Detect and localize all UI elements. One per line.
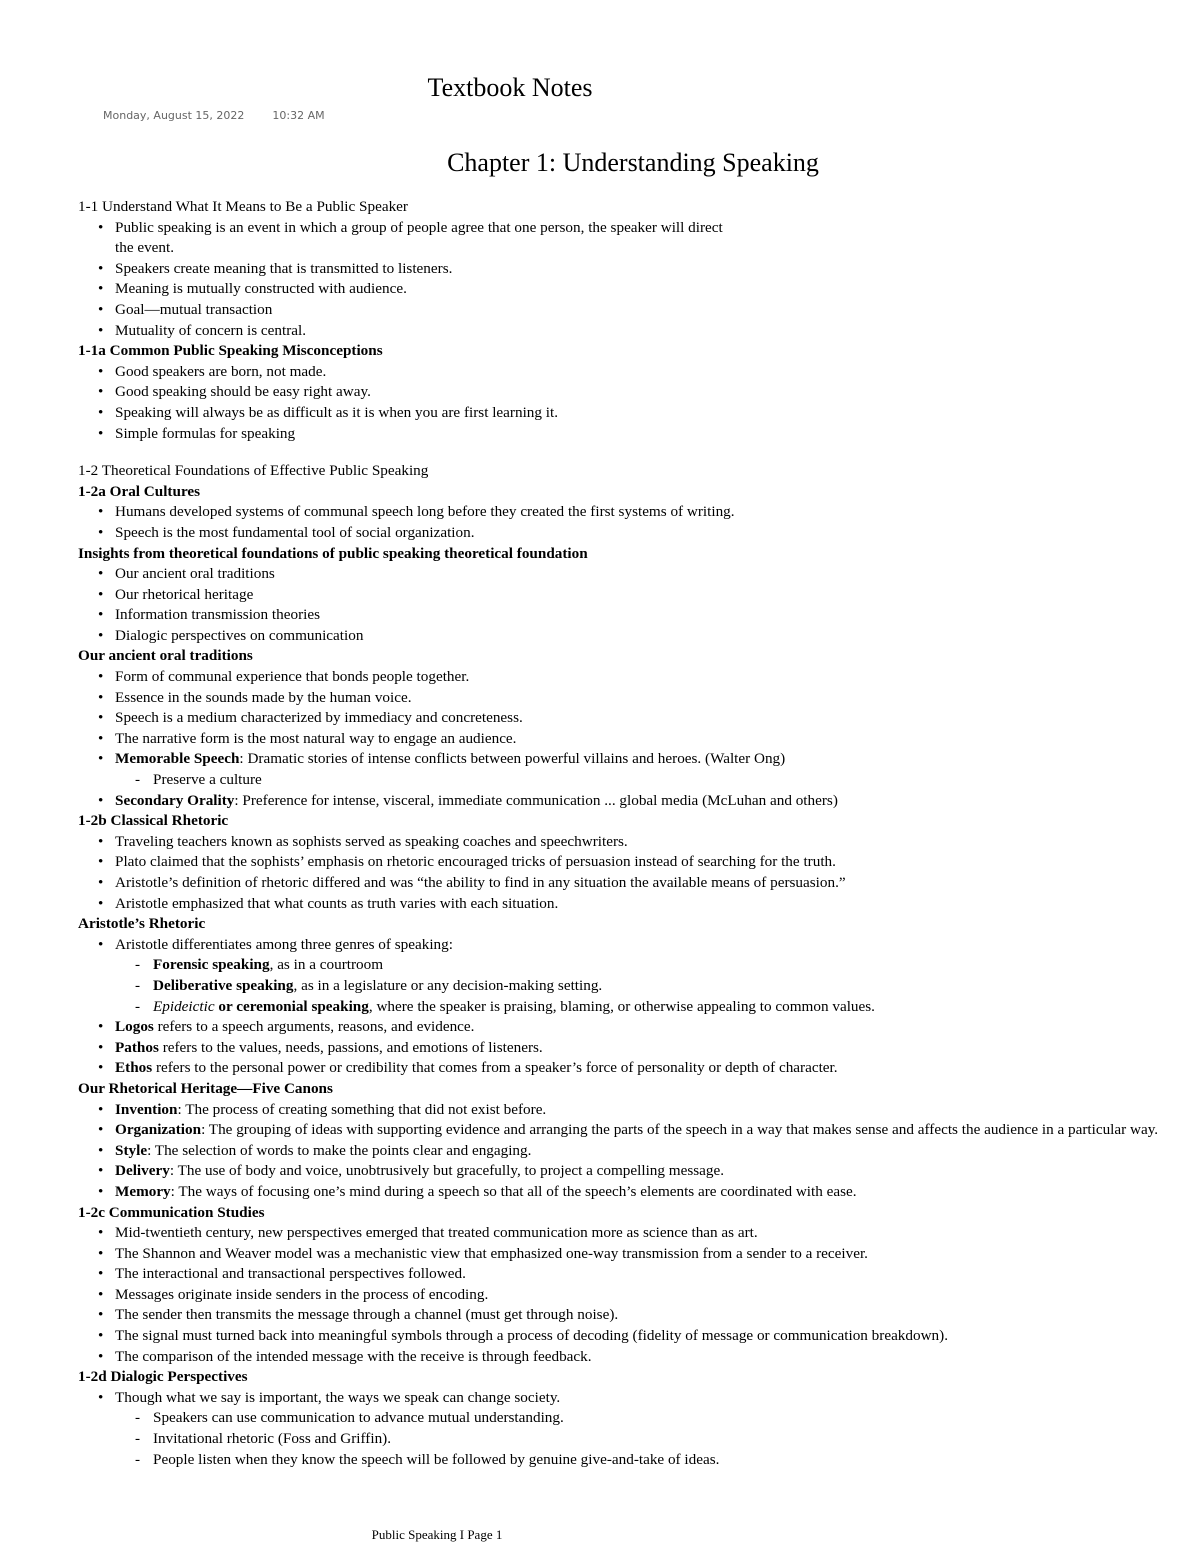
term: Memorable Speech bbox=[115, 750, 240, 768]
list-item: • Form of communal experience that bonds people together. bbox=[78, 667, 1188, 688]
page-title: Textbook Notes bbox=[427, 73, 593, 102]
section-heading-1-2: 1-2 Theoretical Foundations of Effective Public Speaking bbox=[78, 462, 429, 480]
list-item-continuation: the event. bbox=[115, 239, 175, 257]
list-item: • Aristotle emphasized that what counts as truth varies with each situation. bbox=[78, 894, 1188, 915]
sub-list-item: - Deliberative speaking, as in a legislature or any decision-making setting. bbox=[115, 976, 1188, 997]
list-item: • Memory: The ways of focusing one’s mind during a speech so that all of the speech’s elements are coordinated with ease. bbox=[78, 1182, 1188, 1203]
list-item: • Aristotle differentiates among three genres of speaking: - Forensic speaking, as in a courtroom - Deliberative speaking, as in a legislature or any decision-making setting. - Epideictic or ceremonial speaking, where the speaker is praising, blaming, or otherwise appealing to common values. bbox=[78, 935, 1188, 1017]
list-item: • Invention: The process of creating something that did not exist before. bbox=[78, 1100, 1188, 1121]
list-item: • The comparison of the intended message with the receive is through feedback. bbox=[78, 1347, 1188, 1368]
section-heading-1-2c: 1-2c Communication Studies bbox=[78, 1203, 265, 1221]
list-item: • Organization: The grouping of ideas with supporting evidence and arranging the parts of the speech in a way that makes sense and affects the audience in a particular way. bbox=[78, 1120, 1188, 1141]
bullet-list bbox=[78, 1388, 1188, 1470]
sub-list-item: - People listen when they know the speech will be followed by genuine give-and-take of ideas. bbox=[115, 1450, 1188, 1471]
bullet-list bbox=[78, 832, 1188, 914]
bullet-list bbox=[78, 935, 1188, 1079]
list-item: • Essence in the sounds made by the human voice. bbox=[78, 688, 1188, 709]
section-heading-1-1a: 1-1a Common Public Speaking Misconceptions bbox=[78, 342, 383, 360]
section-heading-1-2b: 1-2b Classical Rhetoric bbox=[78, 812, 229, 830]
sub-list-item: - Epideictic or ceremonial speaking, where the speaker is praising, blaming, or otherwise appealing to common values. bbox=[115, 997, 1188, 1018]
bullet-list bbox=[78, 218, 1188, 342]
sub-list-item: - Preserve a culture bbox=[115, 770, 1188, 791]
page-footer: Public Speaking I Page 1 bbox=[371, 1527, 503, 1542]
section-heading-1-1: 1-1 Understand What It Means to Be a Public Speaker bbox=[78, 198, 408, 215]
list-item: • Information transmission theories bbox=[78, 605, 1188, 626]
bullet-list bbox=[78, 502, 1188, 543]
section-heading-1-2a: 1-2a Oral Cultures bbox=[78, 482, 201, 500]
list-item: • The sender then transmits the message through a channel (must get through noise). bbox=[78, 1305, 1188, 1326]
list-item: • Ethos refers to the personal power or credibility that comes from a speaker’s force of personality or depth of character. bbox=[78, 1058, 1188, 1079]
sub-list-item: - Invitational rhetoric (Foss and Griffin). bbox=[115, 1429, 1188, 1450]
list-item: • Public speaking is an event in which a group of people agree that one person, the speaker will direct bbox=[78, 218, 1188, 239]
term: Secondary Orality bbox=[115, 791, 235, 809]
list-item: • Memorable Speech: Dramatic stories of intense conflicts between powerful villains and heroes. (Walter Ong) - Preserve a culture bbox=[78, 749, 1188, 790]
list-item: • Speech is a medium characterized by immediacy and concreteness. bbox=[78, 708, 1188, 729]
bullet-list bbox=[78, 1223, 1188, 1367]
spacer bbox=[78, 444, 1188, 461]
list-item: • Goal—mutual transaction bbox=[78, 300, 1188, 321]
chapter-title: Chapter 1: Understanding Speaking bbox=[447, 148, 819, 177]
sub-list-item: - Speakers can use communication to advance mutual understanding. bbox=[115, 1408, 1188, 1429]
list-item: • Mid-twentieth century, new perspectives emerged that treated communication more as science than as art. bbox=[78, 1223, 1188, 1244]
canons-heading: Our Rhetorical Heritage—Five Canons bbox=[78, 1079, 333, 1097]
aristotle-heading: Aristotle’s Rhetoric bbox=[78, 915, 206, 933]
bullet-list bbox=[78, 564, 1188, 646]
list-item: • Humans developed systems of communal speech long before they created the first systems of writing. bbox=[78, 502, 1188, 523]
sub-list bbox=[115, 770, 1188, 791]
notes-body bbox=[78, 197, 1188, 1470]
list-item: • The Shannon and Weaver model was a mechanistic view that emphasized one-way transmission from a sender to a receiver. bbox=[78, 1244, 1188, 1265]
insights-heading: Insights from theoretical foundations of public speaking theoretical foundation bbox=[78, 544, 588, 562]
list-item: • Messages originate inside senders in the process of encoding. bbox=[78, 1285, 1188, 1306]
list-item: • Aristotle’s definition of rhetoric differed and was “the ability to find in any situation the available means of persuasion.” bbox=[78, 873, 1188, 894]
list-item: • Traveling teachers known as sophists served as speaking coaches and speechwriters. bbox=[78, 832, 1188, 853]
date-line bbox=[103, 109, 325, 122]
list-item: • The narrative form is the most natural way to engage an audience. bbox=[78, 729, 1188, 750]
oral-traditions-heading: Our ancient oral traditions bbox=[78, 647, 253, 665]
list-item: • Good speaking should be easy right away. bbox=[78, 382, 1188, 403]
bullet-list bbox=[78, 667, 1188, 811]
list-item: • Mutuality of concern is central. bbox=[78, 321, 1188, 342]
bullet-list bbox=[78, 1100, 1188, 1203]
list-item: • Our ancient oral traditions bbox=[78, 564, 1188, 585]
list-item: • Speaking will always be as difficult as it is when you are first learning it. bbox=[78, 403, 1188, 424]
sub-list-item: - Forensic speaking, as in a courtroom bbox=[115, 955, 1188, 976]
list-item: • Style: The selection of words to make the points clear and engaging. bbox=[78, 1141, 1188, 1162]
list-item: • Secondary Orality: Preference for intense, visceral, immediate communication ... global media (McLuhan and others) bbox=[78, 791, 1188, 812]
list-item: • Plato claimed that the sophists’ emphasis on rhetoric encouraged tricks of persuasion instead of searching for the truth. bbox=[78, 852, 1188, 873]
list-item: • The interactional and transactional perspectives followed. bbox=[78, 1264, 1188, 1285]
list-item: • Dialogic perspectives on communication bbox=[78, 626, 1188, 647]
page-time: 10:32 AM bbox=[272, 109, 325, 122]
list-item: • Logos refers to a speech arguments, reasons, and evidence. bbox=[78, 1017, 1188, 1038]
list-item: • The signal must turned back into meaningful symbols through a process of decoding (fidelity of message or communication breakdown). bbox=[78, 1326, 1188, 1347]
list-item: • Speech is the most fundamental tool of social organization. bbox=[78, 523, 1188, 544]
list-item: • Delivery: The use of body and voice, unobtrusively but gracefully, to project a compelling message. bbox=[78, 1161, 1188, 1182]
list-item: • Good speakers are born, not made. bbox=[78, 362, 1188, 383]
list-item: • Pathos refers to the values, needs, passions, and emotions of listeners. bbox=[78, 1038, 1188, 1059]
list-item: • Meaning is mutually constructed with audience. bbox=[78, 279, 1188, 300]
sub-list bbox=[115, 1408, 1188, 1470]
page-date: Monday, August 15, 2022 bbox=[103, 109, 245, 122]
list-item: • Simple formulas for speaking bbox=[78, 424, 1188, 445]
sub-list bbox=[115, 955, 1188, 1017]
section-heading-1-2d: 1-2d Dialogic Perspectives bbox=[78, 1368, 248, 1386]
bullet-list bbox=[78, 362, 1188, 444]
list-item: • Though what we say is important, the ways we speak can change society. - Speakers can use communication to advance mutual understanding. - Invitational rhetoric (Foss and Griffin). - People listen when they know the speech will be followed by genuine give-and-take of ideas. bbox=[78, 1388, 1188, 1470]
list-item: • Speakers create meaning that is transmitted to listeners. bbox=[78, 259, 1188, 280]
list-item: • Our rhetorical heritage bbox=[78, 585, 1188, 606]
